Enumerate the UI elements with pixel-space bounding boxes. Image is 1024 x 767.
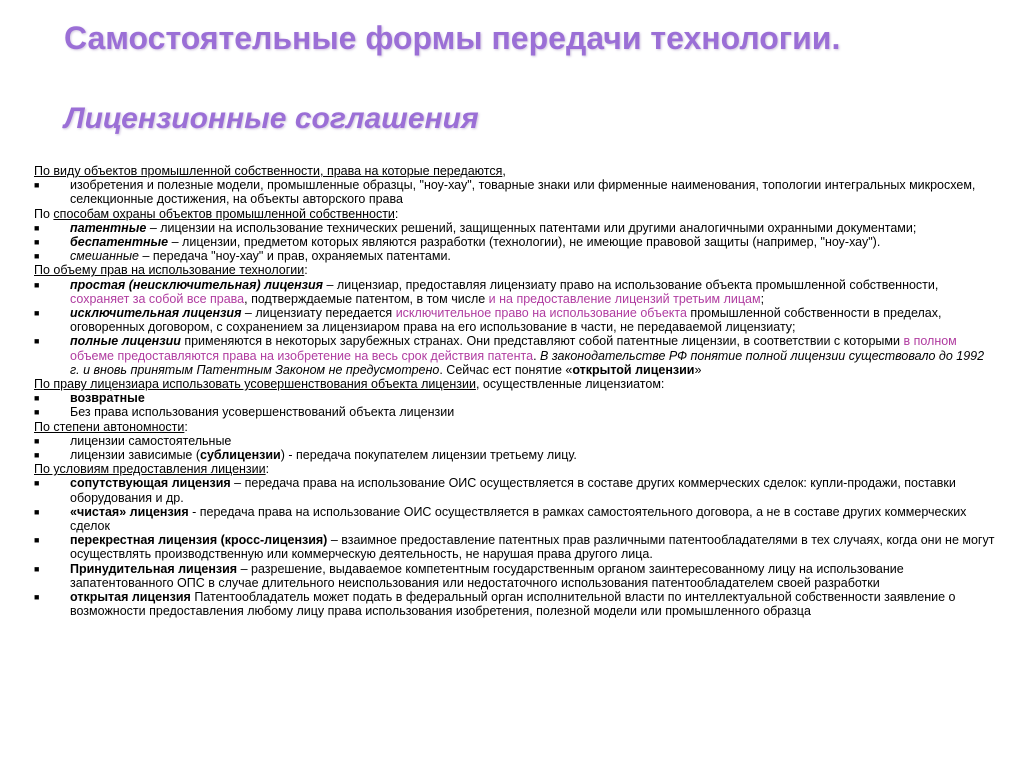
list-item: ■ сопутствующая лицензия – передача права на использование ОИС осуществляется в составе других коммерческих сделок: купли-продажи, поставки оборудования и др.: [34, 476, 956, 505]
category-rights-scope: По объему прав на использование технологии:: [34, 263, 308, 278]
bullet-icon: ■: [34, 222, 40, 233]
list-item: ■ исключительная лицензия – лицензиату передается исключительное право на использование объекта промышленной собственности в пределах, оговоренных договором, с сохранением за лицензиаром права на его использование в части, не передаваемой лицензиату;: [34, 306, 942, 335]
slide-title: Самостоятельные формы передачи технологии.: [64, 20, 841, 56]
category-conditions: По условиям предоставления лицензии:: [34, 462, 270, 477]
slide-subtitle: Лицензионные соглашения: [64, 102, 479, 135]
bullet-icon: ■: [34, 279, 40, 290]
list-item: ■ беспатентные – лицензии, предметом которых являются разработки (технологии), не имеющие правовой защиты (например, "ноу-хау").: [34, 235, 881, 250]
list-item: ■ лицензии зависимые (сублицензии) - передача покупателем лицензии третьему лицу.: [34, 448, 577, 463]
list-item: ■ «чистая» лицензия - передача права на использование ОИС осуществляется в рамках самостоятельного договора, а не в составе других коммерческих сделок: [34, 504, 967, 534]
bullet-icon: ■: [34, 407, 40, 418]
bullet-icon: ■: [34, 336, 40, 347]
list-item: ■ открытая лицензия Патентообладатель может подать в федеральный орган исполнительной власти по интеллектуальной собственности заявление о возможности предоставления любому лицу права использования изобретения, полезной модели или промышленного образца: [34, 590, 956, 619]
category-autonomy: По степени автономности:: [34, 419, 188, 434]
bullet-icon: ■: [34, 251, 40, 262]
bullet-icon: ■: [34, 506, 40, 517]
bullet-icon: ■: [34, 478, 40, 489]
category-protection-method: По способам охраны объектов промышленной собственности:: [34, 206, 399, 221]
list-item: ■ Принудительная лицензия – разрешение, выдаваемое компетентным государственным органом заинтересованному лицу на использование запатентованного ОПС в случае длительного неиспользования или недостаточного использования патентообладателем своей разработки: [34, 561, 904, 590]
list-item: ■ патентные – лицензии на использование технических решений, защищенных патентами или другими аналогичными охранными документами;: [34, 220, 917, 235]
bullet-icon: ■: [34, 435, 40, 446]
bullet-icon: ■: [34, 180, 40, 191]
list-item: ■ перекрестная лицензия (кросс-лицензия) – взаимное предоставление патентных прав различными патентообладателями в тех случаях, когда они не могут осуществлять производственную или коммерческую деятельность, не нарушая права другого лица.: [34, 533, 995, 562]
list-item: ■ Без права использования усовершенствований объекта лицензии: [34, 405, 455, 420]
list-item: ■ смешанные – передача "ноу-хау" и прав, охраняемых патентами.: [34, 249, 451, 264]
bullet-icon: ■: [34, 393, 40, 404]
bullet-icon: ■: [34, 535, 40, 546]
bullet-icon: ■: [34, 308, 40, 319]
bullet-icon: ■: [34, 592, 40, 603]
bullet-icon: ■: [34, 237, 40, 248]
list-item: ■ простая (неисключительная) лицензия – лицензиар, предоставляя лицензиату право на использование объекта промышленной собственности, сохраняет за собой все права, подтверждаемые патентом, в том числе и на предоставление лицензий третьим лицам;: [34, 277, 939, 306]
list-item: ■ возвратные: [34, 391, 145, 406]
list-item: ■ полные лицензии применяются в некоторых зарубежных странах. Они представляют собой патентные лицензии, в соответствии с которыми в полном объеме предоставляются права на изобретение на весь срок действия патента. В законодательстве РФ понятие полной лицензии существовало до 1992 г. и вновь принятым Патентным Законом не предусмотрено. Сейчас ест понятие «открытой лицензии»: [34, 334, 985, 377]
bullet-icon: ■: [34, 563, 40, 574]
slide-body: [34, 164, 996, 619]
category-object-type: По виду объектов промышленной собственности, права на которые передаются,: [34, 164, 506, 178]
category-improvements: По праву лицензиара использовать усовершенствования объекта лицензии, осуществленные лицензиатом:: [34, 377, 665, 392]
bullet-icon: ■: [34, 450, 40, 461]
list-item: ■ лицензии самостоятельные: [34, 433, 232, 448]
list-item: ■ изобретения и полезные модели, промышленные образцы, "ноу-хау", товарные знаки или фирменные наименования, топологии интегральных микросхем, селекционные достижения, на объекты авторского права: [34, 178, 976, 207]
